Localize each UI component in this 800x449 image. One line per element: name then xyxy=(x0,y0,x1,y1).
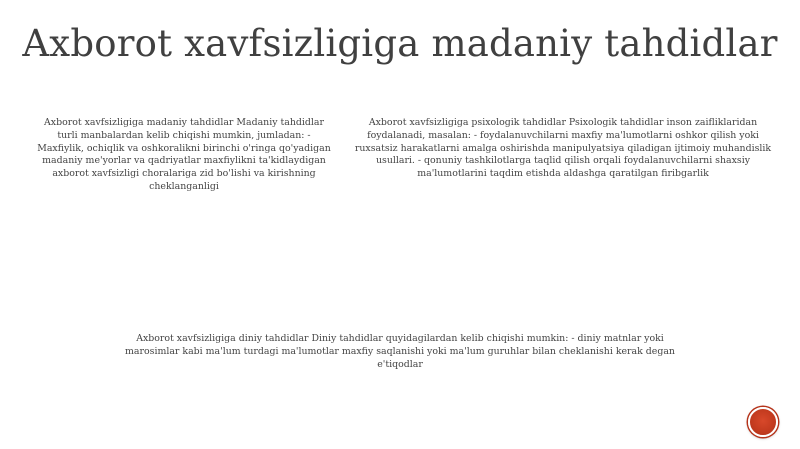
next-slide-icon[interactable] xyxy=(748,407,778,437)
religious-threats-text: Axborot xavfsizligiga diniy tahdidlar Diniy tahdidlar quyidagilardan kelib chiqishi mumkin: - diniy matnlar yoki marosimlar kabi ma'lum turdagi ma'lumotlar maxfiy saqlanishi yoki ma'lum guruhlar bilan cheklanishi kerak degan e'tiqodlar xyxy=(125,333,675,370)
cultural-threats-text: Axborot xavfsizligiga madaniy tahdidlar Madaniy tahdidlar turli manbalardan kelib chiqishi mumkin, jumladan: - Maxfiylik, ochiqlik va oshkoralikni birinchi o'ringa qo'yadigan madaniy me'yorlar va qadriyatlar maxfiylikni ta'kidlaydigan axborot xavfsizligi choralariga zid bo'lishi va kirishning cheklanganligi xyxy=(37,117,331,192)
psychological-threats-text: Axborot xavfsizligiga psixologik tahdidlar Psixologik tahdidlar inson zaifliklaridan foydalanadi, masalan: - foydalanuvchilarni maxfiy ma'lumotlarni oshkor qilish yoki ruxsatsiz harakatlarni amalga oshirishda manipulyatsiya qiladigan ijtimoiy muhandislik usullari. - qonuniy tashkilotlarga taqlid qilish orqali foydalanuvchilarni shaxsiy ma'lumotlarini taqdim etishda aldashga qaratilgan firibgarlik xyxy=(354,117,772,180)
slide-title: Axborot xavfsizligiga madaniy tahdidlar xyxy=(22,22,778,65)
